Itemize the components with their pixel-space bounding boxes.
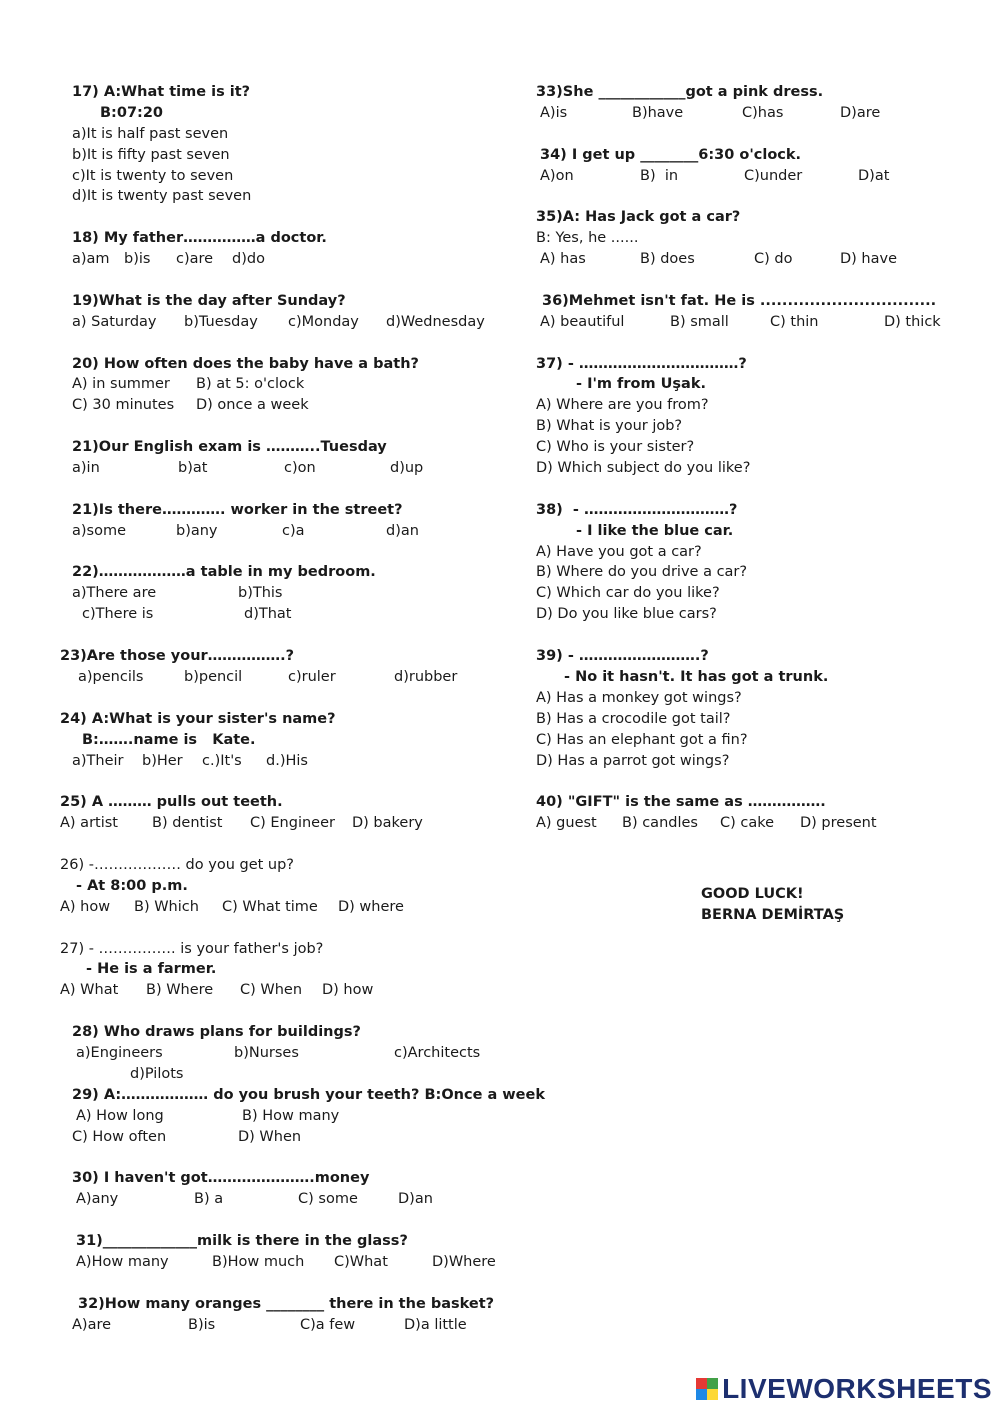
question-stem: 28) Who draws plans for buildings?	[72, 1024, 361, 1041]
question-25	[60, 792, 520, 834]
option-a[interactable]: a)There are	[72, 585, 157, 602]
option-a[interactable]: A) beautiful	[540, 313, 625, 330]
options-row	[60, 751, 520, 772]
option-c[interactable]: c)are	[176, 251, 214, 268]
question-19	[60, 291, 520, 333]
option-c[interactable]: c)on	[284, 460, 316, 477]
option-a[interactable]: a)Engineers	[76, 1044, 163, 1061]
answer-line: B:…….name is Kate.	[82, 731, 256, 748]
question-stem: 33)She ____________got a pink dress.	[536, 84, 824, 100]
option-d[interactable]: d)Pilots	[130, 1065, 184, 1082]
option-d[interactable]: D)Where	[432, 1253, 496, 1270]
question-24	[60, 709, 520, 772]
mark-square-yellow	[707, 1389, 718, 1400]
question-31	[60, 1231, 520, 1273]
option-b[interactable]: B) candles	[622, 815, 698, 832]
option-c[interactable]: c)Architects	[394, 1044, 481, 1061]
option-a[interactable]: a)Their	[72, 752, 124, 769]
option-c[interactable]: C)What	[334, 1253, 388, 1270]
option-b[interactable]: B)is	[188, 1316, 216, 1333]
option-b[interactable]: B) How many	[242, 1107, 340, 1124]
option-c[interactable]: C) How often	[72, 1128, 167, 1145]
question-stem: 34) I get up ________6:30 o'clock.	[540, 146, 802, 163]
question-stem: 31)_____________milk is there in the glass?	[76, 1232, 408, 1249]
option-a[interactable]: A) artist	[60, 815, 118, 832]
question-37	[536, 354, 976, 479]
question-stem: 36)Mehmet isn't fat. He is ................................	[542, 292, 937, 309]
answer-line: - I like the blue car.	[576, 522, 734, 539]
option-d[interactable]: D) Has a parrot got wings?	[536, 752, 730, 769]
options-row	[60, 1189, 520, 1210]
liveworksheets-logo[interactable]	[696, 1373, 992, 1405]
option-b[interactable]: b)any	[176, 522, 218, 539]
liveworksheets-mark-icon	[696, 1378, 718, 1400]
question-23	[60, 646, 520, 688]
option-b[interactable]: B) What is your job?	[536, 418, 683, 435]
option-d[interactable]: D) Which subject do you like?	[536, 460, 751, 477]
options-row	[60, 667, 520, 688]
option-b[interactable]: B) a	[194, 1191, 224, 1208]
question-35	[536, 207, 976, 270]
option-b[interactable]: b)Nurses	[234, 1044, 299, 1061]
question-stem: 17) A:What time is it?	[72, 84, 251, 100]
question-stem: 27) - ……………. is your father's job?	[60, 940, 324, 957]
options-row	[60, 374, 520, 395]
option-a[interactable]: A)is	[540, 104, 568, 121]
option-c[interactable]: C) What time	[222, 898, 318, 915]
option-b[interactable]: B) does	[640, 251, 695, 268]
option-d[interactable]: D) where	[338, 898, 404, 915]
option-c[interactable]: C) Has an elephant got a fin?	[536, 731, 748, 748]
option-b[interactable]: B) dentist	[152, 815, 223, 832]
question-stem: 19)What is the day after Sunday?	[72, 292, 346, 309]
option-c[interactable]: C) When	[240, 982, 303, 999]
option-b[interactable]: b)pencil	[184, 668, 243, 685]
mark-square-green	[707, 1378, 718, 1389]
option-b[interactable]: B) Has a crocodile got tail?	[536, 710, 731, 727]
option-a[interactable]: A)on	[540, 167, 574, 184]
option-a[interactable]: a)am	[72, 251, 110, 268]
option-a[interactable]: a) Saturday	[72, 313, 157, 330]
option-d[interactable]: d)Wednesday	[386, 313, 485, 330]
option-d[interactable]: D) once a week	[196, 397, 309, 414]
options-row	[60, 249, 520, 270]
answer-line: - No it hasn't. It has got a trunk.	[564, 668, 829, 685]
option-d[interactable]: D)an	[398, 1191, 433, 1208]
option-c[interactable]: C)under	[744, 167, 803, 184]
good-luck-text: GOOD LUCK!	[701, 886, 804, 902]
options-row	[60, 395, 520, 416]
option-a[interactable]: A) How long	[76, 1107, 164, 1124]
option-b[interactable]: b)It is fifty past seven	[72, 146, 230, 163]
question-33	[536, 82, 976, 124]
question-20	[60, 354, 520, 417]
option-d[interactable]: D) Do you like blue cars?	[536, 606, 717, 623]
question-stem: 37) - ……………………………?	[536, 355, 747, 372]
option-b[interactable]: b)Her	[142, 752, 183, 769]
options-row	[60, 1106, 520, 1127]
option-c[interactable]: C) thin	[770, 313, 819, 330]
question-28	[60, 1022, 520, 1085]
option-d[interactable]: D) have	[840, 251, 898, 268]
question-38	[536, 500, 976, 625]
option-c[interactable]: C) Engineer	[250, 815, 335, 832]
option-d[interactable]: D) how	[322, 982, 374, 999]
option-c[interactable]: c)ruler	[288, 668, 336, 685]
options-row	[60, 1252, 520, 1273]
option-a[interactable]: A) What	[60, 982, 119, 999]
options-row	[60, 458, 520, 479]
footer-note	[701, 884, 844, 926]
options-row	[536, 813, 976, 834]
option-d[interactable]: D) When	[238, 1128, 302, 1145]
option-a[interactable]: A) guest	[536, 815, 597, 832]
question-17	[60, 82, 520, 207]
option-a[interactable]: a)pencils	[78, 668, 144, 685]
question-stem: 18) My father……………a doctor.	[72, 230, 327, 247]
option-d[interactable]: d.)His	[266, 752, 308, 769]
option-a[interactable]: A) how	[60, 898, 111, 915]
option-a[interactable]: A)are	[72, 1316, 112, 1333]
question-stem: 25) A ……… pulls out teeth.	[60, 794, 283, 811]
option-b[interactable]: b)This	[238, 585, 283, 602]
option-a[interactable]: A) Has a monkey got wings?	[536, 689, 742, 706]
option-a[interactable]: A) has	[540, 251, 586, 268]
answer-line: - At 8:00 p.m.	[76, 877, 188, 894]
option-b[interactable]: b)is	[124, 251, 151, 268]
option-b[interactable]: B) small	[670, 313, 729, 330]
option-b[interactable]: B) Where	[146, 982, 214, 999]
question-18	[60, 228, 520, 270]
question-39	[536, 646, 976, 771]
option-c[interactable]: c)There is	[82, 606, 154, 623]
options-row	[60, 521, 520, 542]
option-b[interactable]: b)at	[178, 460, 208, 477]
option-d[interactable]: D) thick	[884, 313, 941, 330]
options-row	[536, 249, 976, 270]
option-c[interactable]: c.)It's	[202, 752, 242, 769]
options-row	[60, 1043, 520, 1064]
question-stem: 29) A:……………… do you brush your teeth? B:Once a week	[72, 1086, 545, 1103]
option-d[interactable]: D)a little	[404, 1316, 467, 1333]
question-21b	[60, 500, 520, 542]
question-32	[60, 1294, 520, 1336]
option-c[interactable]: C) do	[754, 251, 793, 268]
option-a[interactable]: A) Where are you from?	[536, 397, 709, 414]
question-30	[60, 1168, 520, 1210]
option-d[interactable]: d)It is twenty past seven	[72, 188, 252, 205]
option-b[interactable]: B) in	[640, 167, 679, 184]
option-a[interactable]: A)How many	[76, 1253, 169, 1270]
question-stem: 23)Are those your…………….?	[60, 648, 295, 665]
options-row	[60, 604, 520, 625]
question-stem: 22)………………a table in my bedroom.	[72, 564, 376, 581]
option-d[interactable]: d)an	[386, 522, 419, 539]
option-b[interactable]: B) Where do you drive a car?	[536, 564, 748, 581]
question-40	[536, 792, 976, 834]
option-b[interactable]: B) at 5: o'clock	[196, 376, 305, 393]
option-d[interactable]: D)at	[858, 167, 890, 184]
options-row	[60, 897, 520, 918]
question-stem: 24) A:What is your sister's name?	[60, 710, 336, 727]
options-row	[60, 1315, 520, 1336]
option-c[interactable]: C) some	[298, 1191, 358, 1208]
option-a[interactable]: A) Have you got a car?	[536, 543, 702, 560]
option-b[interactable]: B)have	[632, 104, 684, 121]
option-b[interactable]: B)How much	[212, 1253, 305, 1270]
options-row	[60, 813, 520, 834]
option-c[interactable]: C)a few	[300, 1316, 356, 1333]
question-27	[60, 939, 520, 1002]
option-a[interactable]: A)any	[76, 1191, 119, 1208]
question-21a	[60, 437, 520, 479]
question-stem: 26) -……………… do you get up?	[60, 856, 295, 873]
option-c[interactable]: c)It is twenty to seven	[72, 167, 234, 184]
option-a[interactable]: a)in	[72, 460, 100, 477]
option-d[interactable]: d)rubber	[394, 668, 458, 685]
option-c[interactable]: C) Which car do you like?	[536, 585, 720, 602]
left-column	[60, 82, 545, 1335]
option-d[interactable]: d)do	[232, 251, 265, 268]
option-d[interactable]: d)That	[244, 606, 292, 623]
option-c[interactable]: c)a	[282, 522, 305, 539]
question-stem: 32)How many oranges ________ there in the basket?	[78, 1295, 495, 1312]
question-36	[536, 291, 976, 333]
question-22	[60, 562, 520, 625]
question-26	[60, 855, 520, 918]
option-c[interactable]: C) cake	[720, 815, 775, 832]
logo-text: LIVEWORKSHEETS	[722, 1373, 992, 1404]
option-c[interactable]: C)has	[742, 104, 784, 121]
question-stem: 40) "GIFT" is the same as …………….	[536, 794, 826, 811]
question-stem: 39) - …………………….?	[536, 648, 709, 665]
option-c[interactable]: C) Who is your sister?	[536, 439, 695, 456]
question-stem: 21)Our English exam is ………..Tuesday	[72, 439, 387, 456]
question-29	[60, 1085, 545, 1148]
option-a[interactable]: a)some	[72, 522, 127, 539]
answer-line: B: Yes, he ......	[536, 230, 639, 247]
options-row	[536, 166, 976, 187]
mark-square-blue	[696, 1389, 707, 1400]
option-a[interactable]: a)It is half past seven	[72, 125, 229, 142]
option-a[interactable]: A) in summer	[72, 376, 170, 393]
stem-text: 30) I haven't got………………….money	[72, 1170, 370, 1187]
option-d[interactable]: D)are	[840, 104, 881, 121]
option-c[interactable]: C) 30 minutes	[72, 397, 175, 414]
options-row	[60, 312, 520, 333]
option-b[interactable]: B) Which	[134, 898, 199, 915]
answer-line: - I'm from Uşak.	[576, 376, 706, 393]
question-stem: 21)Is there…………. worker in the street?	[72, 501, 403, 518]
mark-square-red	[696, 1378, 707, 1389]
question-34	[536, 145, 976, 187]
author-name: BERNA DEMİRTAŞ	[701, 906, 845, 923]
options-row	[60, 1127, 520, 1148]
question-stem	[60, 1168, 520, 1189]
option-d[interactable]: d)up	[390, 460, 424, 477]
question-stem: 35)A: Has Jack got a car?	[536, 209, 741, 226]
options-row	[536, 103, 976, 124]
option-c[interactable]: c)Monday	[288, 313, 359, 330]
answer-line: B:07:20	[100, 104, 164, 121]
question-stem: 20) How often does the baby have a bath?	[72, 355, 419, 372]
right-column	[536, 82, 976, 834]
question-stem: 38) - …………………………?	[536, 501, 738, 518]
options-row	[536, 312, 976, 333]
options-row	[60, 980, 520, 1001]
option-d[interactable]: D) present	[800, 815, 877, 832]
answer-line: - He is a farmer.	[86, 961, 217, 978]
option-b[interactable]: b)Tuesday	[184, 313, 258, 330]
option-d[interactable]: D) bakery	[352, 815, 423, 832]
options-row	[60, 583, 520, 604]
